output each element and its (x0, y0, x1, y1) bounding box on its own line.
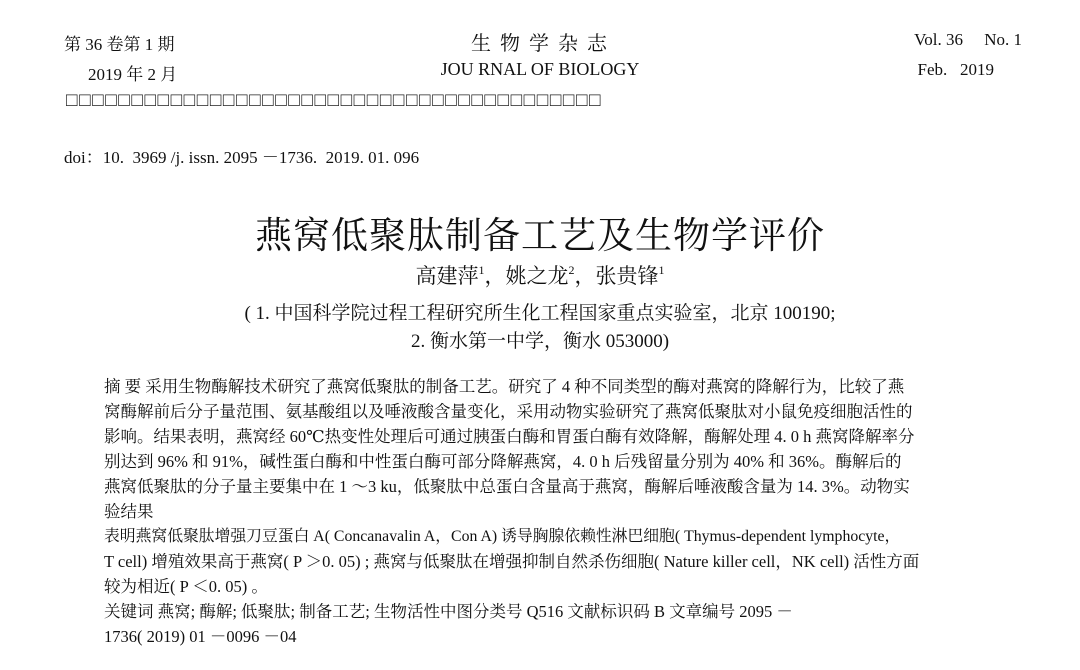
author-affiliation-mark: 1 (658, 263, 665, 277)
abstract-line: 影响。结果表明，燕窝经 60℃热变性处理后可通过胰蛋白酶和胃蛋白酶有效降解，酶解处理 4. 0 h 燕窝降解率分 (104, 427, 915, 446)
volume-number-en: Vol. 36 No. 1 (914, 30, 1022, 49)
volume-issue: 第 36 卷第 1 期 (64, 35, 175, 54)
author-name: 张贵锋 (595, 264, 659, 288)
journal-name-en: JOU RNAL OF BIOLOGY (440, 59, 640, 79)
abstract-line: 验结果 (104, 502, 154, 521)
abstract-line: 别达到 96% 和 91%，碱性蛋白酶和中性蛋白酶可部分降解燕窝，4. 0 h 后残留量分别为 40% 和 36%。酶解后的 (104, 452, 902, 471)
abstract-line: 表明燕窝低聚肽增强刀豆蛋白 A( Concanavalin A，Con A) 诱导胸腺依赖性淋巴细胞( Thymus-dependent lymphocyte， (104, 528, 901, 545)
author-separator: ， (574, 264, 596, 288)
author-affiliation-mark: 1 (478, 263, 485, 277)
abstract-line: 窝酶解前后分子量范围、氨基酸组以及唾液酸含量变化，采用动物实验研究了燕窝低聚肽对小鼠免疫细胞活性的 (104, 402, 913, 421)
journal-name-cn: 生 物 学 杂 志 (471, 33, 609, 55)
abstract (104, 374, 1004, 649)
affiliation-line: ( 1. 中国科学院过程工程研究所生化工程国家重点实验室，北京 100190; (244, 303, 836, 324)
abstract-line: T cell) 增殖效果高于燕窝( P ＞0. 05) ; 燕窝与低聚肽在增强抑制自然杀伤细胞( Nature killer cell，NK cell) 活性方面 (104, 552, 920, 571)
date-cn: 2019 年 2 月 (88, 65, 178, 84)
doi: doi：10. 3969 /j. issn. 2095 －1736. 2019. 01. 096 (64, 148, 420, 167)
author-name: 高建萍 (415, 264, 479, 288)
author-list (0, 260, 1080, 290)
abstract-line: 燕窝低聚肽的分子量主要集中在 1 ～3 ku，低聚肽中总蛋白含量高于燕窝，酶解后唾液酸含量为 14. 3%。动物实 (104, 477, 910, 496)
abstract-line: 摘 要 采用生物酶解技术研究了燕窝低聚肽的制备工艺。研究了 4 种不同类型的酶对燕窝的降解行为，比较了燕 (104, 377, 905, 396)
keywords-line: 关键词 燕窝; 酶解; 低聚肽; 制备工艺; 生物活性中图分类号 Q516 文献标识码 B 文章编号 2095 － (104, 602, 793, 621)
placeholder-boxes: □□□□□□□□□□□□□□□□□□□□□□□□□□□□□□□□□□□□□□□□□ (66, 90, 603, 111)
abstract-line: 较为相近( P ＜0. 05) 。 (104, 577, 268, 596)
author-affiliation-mark: 2 (568, 263, 575, 277)
affiliation-line: 2. 衡水第一中学，衡水 053000) (410, 331, 670, 352)
keywords-line: 1736( 2019) 01 －0096 －04 (104, 627, 297, 646)
author-separator: ， (484, 264, 506, 288)
author-name: 姚之龙 (505, 264, 569, 288)
paper-title: 燕窝低聚肽制备工艺及生物学评价 (255, 216, 825, 257)
date-en: Feb. 2019 (917, 60, 994, 79)
